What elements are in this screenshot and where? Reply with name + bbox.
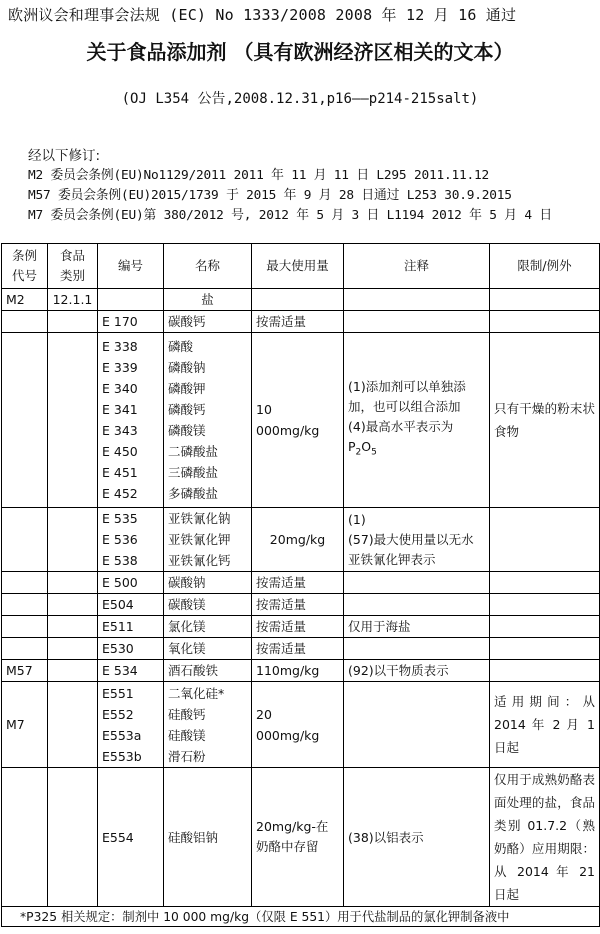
header-article-code: 条例 代号 — [2, 244, 48, 289]
cell-number-list: E 535 E 536 E 538 — [98, 508, 164, 572]
header-number: 编号 — [98, 244, 164, 289]
amendment-line-m2: M2 委员会条例(EU)No1129/2011 2011 年 11 月 11 日 L295 2011.11.12 — [28, 168, 489, 183]
cell-max: 按需适量 — [252, 572, 344, 594]
table-row — [2, 311, 600, 333]
table-row — [2, 289, 600, 311]
cell-name: 碳酸镁 — [164, 594, 252, 616]
cell-restriction — [490, 289, 600, 311]
header-restriction: 限制/例外 — [490, 244, 600, 289]
table-row — [2, 616, 600, 638]
cell-note: (1) (57)最大使用量以无水亚铁氰化钾表示 — [344, 508, 490, 572]
cell-name-list: 二氧化硅* 硅酸钙 硅酸镁 滑石粉 — [164, 682, 252, 768]
cell-number: E 534 — [98, 660, 164, 682]
cell-name: 硅酸铝钠 — [164, 768, 252, 907]
table-header-row — [2, 244, 600, 289]
header-max-level: 最大使用量 — [252, 244, 344, 289]
cell-max: 20 000mg/kg — [252, 682, 344, 768]
cell-note: (92)以干物质表示 — [344, 660, 490, 682]
cell-note — [344, 289, 490, 311]
cell-name: 盐 — [164, 289, 252, 311]
regulation-line: 欧洲议会和理事会法规 (EC) No 1333/2008 2008 年 12 月 16 通过 — [8, 6, 517, 24]
cell-number: E 500 — [98, 572, 164, 594]
cell-max: 按需适量 — [252, 311, 344, 333]
publication-reference: (OJ L354 公告,2008.12.31,p16——p214-215salt) — [121, 91, 479, 107]
table-row — [2, 660, 600, 682]
cell-number: E530 — [98, 638, 164, 660]
cell-name: 碳酸钙 — [164, 311, 252, 333]
table-row — [2, 508, 600, 572]
cell-number: E 170 — [98, 311, 164, 333]
amendment-line-m57: M57 委员会条例(EU)2015/1739 于 2015 年 9 月 28 日通过 L253 30.9.2015 — [28, 188, 512, 203]
cell-restriction: 适用期间：从 2014 年 2 月 1 日起 — [490, 682, 600, 768]
cell-number: E511 — [98, 616, 164, 638]
cell-max: 按需适量 — [252, 594, 344, 616]
cell-number-list: E551 E552 E553a E553b — [98, 682, 164, 768]
additives-table — [1, 243, 600, 927]
cell-max: 按需适量 — [252, 616, 344, 638]
cell-max: 20mg/kg-在奶酪中存留 — [252, 768, 344, 907]
cell-code: M57 — [2, 660, 48, 682]
cell-name: 酒石酸铁 — [164, 660, 252, 682]
cell-max — [252, 289, 344, 311]
footnote: *P325 相关规定：制剂中 10 000 mg/kg（仅限 E 551）用于代盐制品的氯化钾制备液中 — [2, 907, 600, 927]
cell-max: 110mg/kg — [252, 660, 344, 682]
cell-name-list: 亚铁氰化钠 亚铁氰化钾 亚铁氰化钙 — [164, 508, 252, 572]
cell-max: 10 000mg/kg — [252, 333, 344, 508]
header-name: 名称 — [164, 244, 252, 289]
cell-restriction: 只有干燥的粉末状食物 — [490, 333, 600, 508]
cell-restriction: 仅用于成熟奶酪表面处理的盐，食品类别 01.7.2（熟奶酪）应用期限：从 2014 年 21 日起 — [490, 768, 600, 907]
cell-max: 按需适量 — [252, 638, 344, 660]
table-row — [2, 333, 600, 508]
table-row — [2, 572, 600, 594]
cell-number: E554 — [98, 768, 164, 907]
table-row — [2, 768, 600, 907]
table-row — [2, 594, 600, 616]
cell-name: 氧化镁 — [164, 638, 252, 660]
header-note: 注释 — [344, 244, 490, 289]
cell-max: 20mg/kg — [252, 508, 344, 572]
cell-code: M2 — [2, 289, 48, 311]
cell-number: E504 — [98, 594, 164, 616]
cell-number-list: E 338 E 339 E 340 E 341 E 343 E 450 E 451 E 452 — [98, 333, 164, 508]
amendment-line-m7: M7 委员会条例(EU)第 380/2012 号, 2012 年 5 月 3 日 L1194 2012 年 5 月 4 日 — [28, 208, 552, 223]
cell-category: 12.1.1 — [48, 289, 98, 311]
table-row — [2, 638, 600, 660]
cell-name: 氯化镁 — [164, 616, 252, 638]
cell-number — [98, 289, 164, 311]
cell-note: 仅用于海盐 — [344, 616, 490, 638]
cell-name: 碳酸钠 — [164, 572, 252, 594]
footnote-row — [2, 907, 600, 927]
cell-note: (38)以铝表示 — [344, 768, 490, 907]
cell-note: (1)添加剂可以单独添加，也可以组合添加 (4)最高水平表示为 $P_2O_5$ — [344, 333, 490, 508]
amendments-heading: 经以下修订: — [28, 148, 101, 164]
cell-name-list: 磷酸 磷酸钠 磷酸钾 磷酸钙 磷酸镁 二磷酸盐 三磷酸盐 多磷酸盐 — [164, 333, 252, 508]
header-food-category: 食品 类别 — [48, 244, 98, 289]
page-title: 关于食品添加剂 （具有欧洲经济区相关的文本） — [86, 40, 514, 64]
table-row — [2, 682, 600, 768]
cell-code: M7 — [2, 682, 48, 768]
